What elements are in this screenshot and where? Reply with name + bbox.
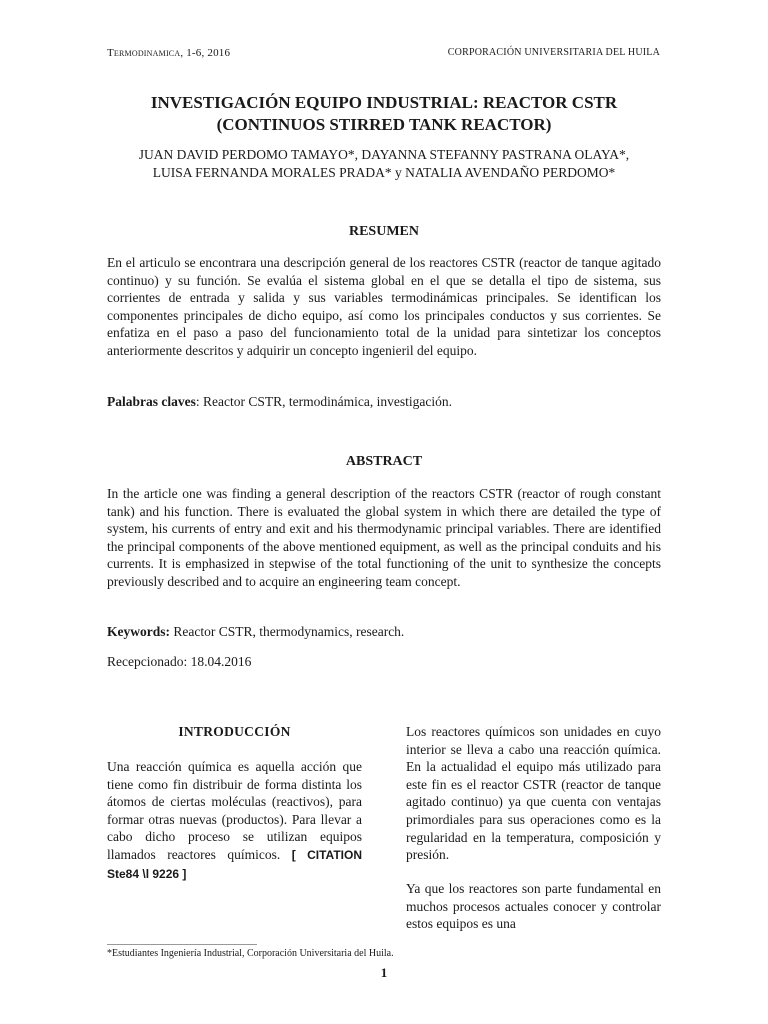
received-date: Recepcionado: 18.04.2016 bbox=[107, 654, 252, 669]
introduccion-left-paragraph bbox=[107, 758, 362, 883]
running-header-journal: Termodinamica, 1-6, 2016 bbox=[107, 47, 231, 59]
palabras-claves bbox=[107, 393, 661, 411]
keywords-text: Reactor CSTR, thermodynamics, research. bbox=[170, 624, 405, 639]
introduccion-heading: INTRODUCCIÓN bbox=[178, 724, 291, 739]
palabras-claves-label: Palabras claves bbox=[107, 394, 196, 409]
resumen-body: En el articulo se encontrara una descripción general de los reactores CSTR (reactor de tanque agitado continuo) y su función. Se evalúa el sistema global en el que se detalla el tipo de sistema, sus corrientes de entrada y salida y sus variables termodinámicas principales. Se identifican los componentes principales de dicho equipo, así como los principales conductos y sus corrientes. Se enfatiza en el paso a paso del funcionamiento total de la unidad para sintetizar los conceptos anteriormente descritos y adquirir un concepto ingenieril del equipo. bbox=[107, 255, 661, 358]
running-header-institution: CORPORACIÓN UNIVERSITARIA DEL HUILA bbox=[447, 47, 660, 58]
palabras-claves-text: : Reactor CSTR, termodinámica, investigación. bbox=[195, 394, 452, 409]
keywords-label: Keywords: bbox=[107, 624, 170, 639]
introduccion-right-paragraph-1: Los reactores químicos son unidades en cuyo interior se lleva a cabo una reacción química. En la actualidad el equipo más utilizado para este fin es el reactor CSTR (reactor de tanque agitado continuo) ya que cuenta con ventajas primordiales para sus operaciones como es la regularidad en la temperatura, composición y presión. bbox=[406, 724, 661, 863]
keywords bbox=[107, 623, 661, 641]
authors-line-2: LUISA FERNANDA MORALES PRADA* y NATALIA AVENDAÑO PERDOMO* bbox=[152, 165, 616, 180]
resumen-heading: RESUMEN bbox=[348, 224, 419, 239]
authors-line-1: JUAN DAVID PERDOMO TAMAYO*, DAYANNA STEFANNY PASTRANA OLAYA*, bbox=[138, 147, 630, 162]
author-list bbox=[100, 146, 668, 182]
abstract-heading: ABSTRACT bbox=[345, 454, 423, 469]
introduccion-right-paragraph-2: Ya que los reactores son parte fundamental en muchos procesos actuales conocer y controlar estos equipos es una bbox=[406, 881, 661, 932]
citation-field: [ CITATION Ste84 \l 9226 ] bbox=[107, 847, 362, 881]
title-line-2: (CONTINUOS STIRRED TANK REACTOR) bbox=[216, 115, 552, 134]
paper-title bbox=[100, 92, 668, 136]
title-line-1: INVESTIGACIÓN EQUIPO INDUSTRIAL: REACTOR CSTR bbox=[150, 93, 618, 112]
abstract-body: In the article one was finding a general description of the reactors CSTR (reactor of rough constant tank) and his function. There is evaluated the global system in which there are detailed the type of system, his currents of entry and exit and his thermodynamic principal variables. There are identified the principal components of the above mentioned equipment, as well as the principal conduits and his currents. It is emphasized in stepwise of the total functioning of the unit to synthesize the concepts previously described and to acquire an engineering team concept. bbox=[107, 486, 661, 589]
left-paragraph-text: Una reacción química es aquella acción que tiene como fin distribuir de forma distinta los átomos de ciertas moléculas (reactivos), para formar otras nuevas (productos). Para llevar a cabo dicho proceso se utilizan equipos llamados reactores químicos. bbox=[107, 759, 362, 862]
footnote-divider bbox=[107, 944, 257, 945]
page-number: 1 bbox=[380, 965, 388, 980]
footnote: *Estudiantes Ingeniería Industrial, Corporación Universitaria del Huila. bbox=[107, 948, 394, 959]
